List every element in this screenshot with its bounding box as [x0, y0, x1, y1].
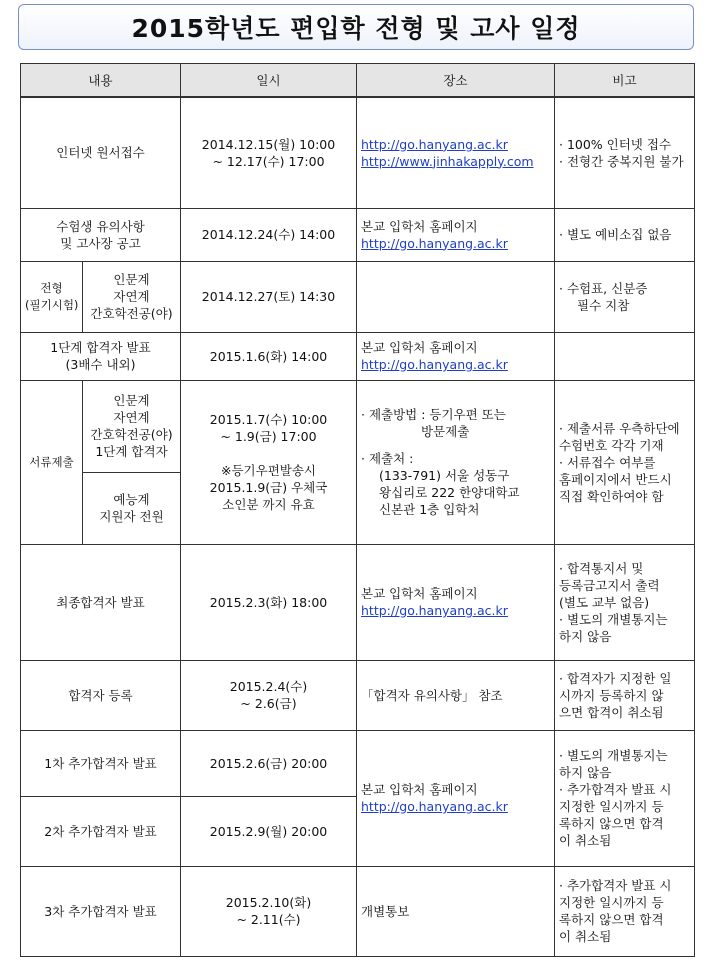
header-datetime: 일시: [181, 64, 357, 98]
link-hanyang[interactable]: http://go.hanyang.ac.kr: [361, 603, 508, 618]
row-datetime: 2014.12.24(수) 14:00: [181, 208, 357, 261]
row-place: [357, 261, 555, 332]
table-row: [21, 380, 695, 472]
row-sub: 예능계 지원자 전원: [83, 472, 181, 544]
row-sub: 인문계 자연계 간호학전공(야) 1단계 합격자: [83, 380, 181, 472]
link-hanyang[interactable]: http://go.hanyang.ac.kr: [361, 136, 508, 152]
link-hanyang[interactable]: http://go.hanyang.ac.kr: [361, 799, 508, 814]
row-datetime: 2015.2.9(월) 20:00: [181, 796, 357, 866]
row-place: [357, 97, 555, 208]
table-row: [21, 730, 695, 796]
row-content: 1단계 합격자 발표 (3배수 내외): [21, 332, 181, 380]
header-row: [21, 64, 695, 98]
page-title: 2015학년도 편입학 전형 및 고사 일정: [131, 14, 581, 43]
header-content: 내용: [21, 64, 181, 98]
schedule-table: [20, 63, 695, 957]
link-hanyang[interactable]: http://go.hanyang.ac.kr: [361, 235, 508, 251]
row-content: 인터넷 원서접수: [21, 97, 181, 208]
row-content: 합격자 등록: [21, 660, 181, 730]
row-datetime: 2015.1.6(화) 14:00: [181, 332, 357, 380]
table-row: [21, 261, 695, 332]
row-note: · 별도 예비소집 없음: [555, 208, 695, 261]
row-note: · 추가합격자 발표 시 지정한 일시까지 등 록하지 않으면 합격 이 취소됨: [555, 866, 695, 956]
header-note: 비고: [555, 64, 695, 98]
header-place: 장소: [357, 64, 555, 98]
row-place: 본교 입학처 홈페이지 http://go.hanyang.ac.kr: [357, 208, 555, 261]
row-note: · 100% 인터넷 접수 · 전형간 중복지원 불가: [555, 97, 695, 208]
row-group: 서류제출: [21, 380, 83, 544]
row-content: 수험생 유의사항 및 고사장 공고: [21, 208, 181, 261]
row-content: 1차 추가합격자 발표: [21, 730, 181, 796]
table-row: [21, 544, 695, 660]
row-place: 본교 입학처 홈페이지 http://go.hanyang.ac.kr: [357, 730, 555, 866]
row-datetime: 2015.2.6(금) 20:00: [181, 730, 357, 796]
table-row: [21, 208, 695, 261]
row-datetime: 2014.12.27(토) 14:30: [181, 261, 357, 332]
row-sub: 인문계 자연계 간호학전공(야): [83, 261, 181, 332]
row-datetime: 2014.12.15(월) 10:00 ~ 12.17(수) 17:00: [181, 97, 357, 208]
row-place: 개별통보: [357, 866, 555, 956]
row-place: 본교 입학처 홈페이지 http://go.hanyang.ac.kr: [357, 544, 555, 660]
table-row: [21, 97, 695, 208]
row-datetime: 2015.1.7(수) 10:00 ~ 1.9(금) 17:00 ※등기우편발송시 2015.1.9(금) 우체국 소인분 까지 유효: [181, 380, 357, 544]
table-row: [21, 332, 695, 380]
row-place: 본교 입학처 홈페이지 http://go.hanyang.ac.kr: [357, 332, 555, 380]
row-content: 3차 추가합격자 발표: [21, 866, 181, 956]
row-note: · 별도의 개별통지는 하지 않음 · 추가합격자 발표 시 지정한 일시까지 등 록하지 않으면 합격 이 취소됨: [555, 730, 695, 866]
row-group: 전형 (필기시험): [21, 261, 83, 332]
row-note: [555, 332, 695, 380]
link-hanyang[interactable]: http://go.hanyang.ac.kr: [361, 357, 508, 372]
row-datetime: 2015.2.10(화) ~ 2.11(수): [181, 866, 357, 956]
row-note: · 합격통지서 및 등록금고지서 출력 (별도 교부 없음) · 별도의 개별통지는 하지 않음: [555, 544, 695, 660]
link-jinhakapply[interactable]: http://www.jinhakapply.com: [361, 153, 534, 169]
row-note: · 제출서류 우측하단에 수험번호 각각 기재 · 서류접수 여부를 홈페이지에서 반드시 직접 확인하여야 함: [555, 380, 695, 544]
row-place: 「합격자 유의사항」 참조: [357, 660, 555, 730]
table-row: [21, 866, 695, 956]
row-datetime: 2015.2.4(수) ~ 2.6(금): [181, 660, 357, 730]
row-note: · 합격자가 지정한 일 시까지 등록하지 않 으면 합격이 취소됨: [555, 660, 695, 730]
table-row: [21, 660, 695, 730]
row-content: 최종합격자 발표: [21, 544, 181, 660]
row-datetime: 2015.2.3(화) 18:00: [181, 544, 357, 660]
row-content: 2차 추가합격자 발표: [21, 796, 181, 866]
row-note: · 수험표, 신분증 필수 지참: [555, 261, 695, 332]
title-box: [18, 4, 694, 50]
row-place: · 제출방법 : 등기우편 또는 방문제출 · 제출처 : (133-791) 서울 성동구 왕십리로 222 한양대학교 신본관 1층 입학처: [357, 380, 555, 544]
